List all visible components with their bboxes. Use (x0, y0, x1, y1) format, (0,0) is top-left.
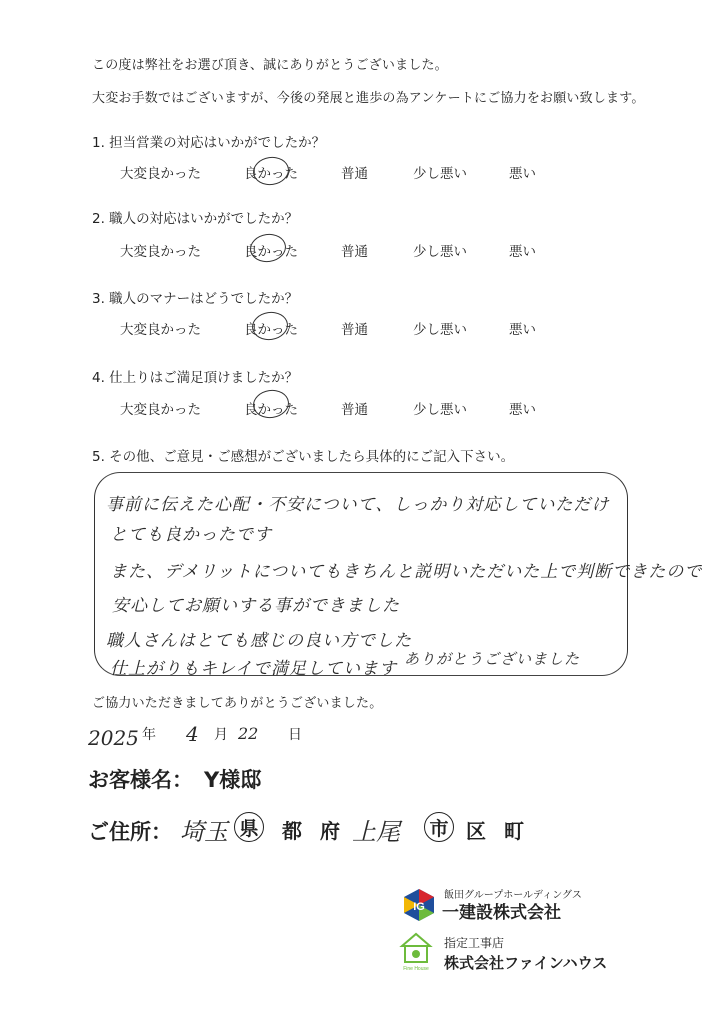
fine-house-logo-text: Fine House (403, 966, 429, 972)
date-day: 22 (238, 724, 259, 743)
comment-line-5: 職人さんはとても感じの良い方でした (106, 631, 412, 651)
question-3-title: 3. 職人のマナーはどうでしたか？ (92, 291, 299, 307)
address-label: ご住所： (88, 820, 172, 844)
address-ken: 県 (239, 817, 259, 840)
q4-option-slightly-bad[interactable]: 少し悪い (413, 402, 467, 418)
q2-option-very-good[interactable]: 大変良かった (120, 244, 201, 260)
fine-house-logo-icon (398, 930, 434, 972)
address-prefecture: 埼玉 (180, 818, 228, 846)
question-4-title: 4. 仕上りはご満足頂けましたか？ (92, 370, 299, 386)
q2-option-good[interactable]: 良かった (244, 244, 298, 260)
date-month-label: 月 (214, 727, 228, 743)
q2-option-bad[interactable]: 悪い (509, 244, 536, 260)
address-ku: 区 (466, 819, 486, 843)
intro-line-1: この度は弊社をお選び頂き、誠にありがとうございました。 (92, 58, 448, 73)
q4-option-good[interactable]: 良かった (244, 402, 298, 418)
date-month: 4 (186, 722, 199, 746)
date-year: 2025 (88, 726, 139, 750)
date-day-label: 日 (288, 727, 302, 743)
ig-logo-text: IG (413, 901, 425, 913)
address-fu: 府 (320, 819, 340, 843)
closing-text: ご協力いただきましてありがとうございました。 (92, 696, 383, 711)
q2-option-normal[interactable]: 普通 (341, 244, 368, 260)
intro-line-2: 大変お手数ではございますが、今後の発展と進歩の為アンケートにご協力をお願い致します。 (92, 91, 645, 106)
date-year-label: 年 (142, 727, 156, 743)
comment-line-6: 仕上がりもキレイで満足しています (110, 659, 397, 679)
address-city: 上尾 (352, 818, 400, 846)
q3-option-good[interactable]: 良かった (244, 322, 298, 338)
q2-option-slightly-bad[interactable]: 少し悪い (413, 244, 467, 260)
q4-option-very-good[interactable]: 大変良かった (120, 402, 201, 418)
q1-option-normal[interactable]: 普通 (341, 166, 368, 182)
sub-company-name: 株式会社ファインハウス (444, 954, 608, 972)
q1-option-slightly-bad[interactable]: 少し悪い (413, 166, 467, 182)
comment-line-1: 事前に伝えた心配・不安について、しっかり対応していただけ (106, 495, 610, 515)
q1-option-good[interactable]: 良かった (244, 166, 298, 182)
address-shi-selected (424, 812, 454, 842)
q3-option-very-good[interactable]: 大変良かった (120, 322, 201, 338)
comment-line-4: 安心してお願いする事ができました (112, 596, 400, 616)
sub-company-label: 指定工事店 (444, 936, 505, 950)
q1-option-very-good[interactable]: 大変良かった (120, 166, 201, 182)
address-machi: 町 (504, 819, 524, 843)
comment-line-2: とても良かったです (110, 525, 272, 545)
address-shi: 市 (429, 817, 449, 840)
comment-line-7: ありがとうございました (404, 650, 581, 668)
q3-option-slightly-bad[interactable]: 少し悪い (413, 322, 467, 338)
question-2-title: 2. 職人の対応はいかがでしたか？ (92, 211, 299, 227)
ig-logo-icon (402, 888, 436, 922)
company-name: 一建設株式会社 (442, 903, 561, 923)
q4-option-bad[interactable]: 悪い (509, 402, 536, 418)
address-ken-selected (234, 812, 264, 842)
q1-option-bad[interactable]: 悪い (509, 166, 536, 182)
customer-name: Y様邸 (204, 768, 262, 792)
comment-line-3: また、デメリットについてもきちんと説明いただいた上で判断できたので (110, 562, 703, 582)
q3-option-bad[interactable]: 悪い (509, 322, 536, 338)
customer-label: お客様名： (88, 768, 193, 792)
q4-option-normal[interactable]: 普通 (341, 402, 368, 418)
q3-option-normal[interactable]: 普通 (341, 322, 368, 338)
address-to: 都 (282, 819, 302, 843)
question-5-title: 5. その他、ご意見・ご感想がございましたら具体的にご記入下さい。 (92, 449, 515, 465)
question-1-title: 1. 担当営業の対応はいかがでしたか？ (92, 135, 326, 151)
company-group: 飯田グループホールディングス (444, 890, 582, 901)
